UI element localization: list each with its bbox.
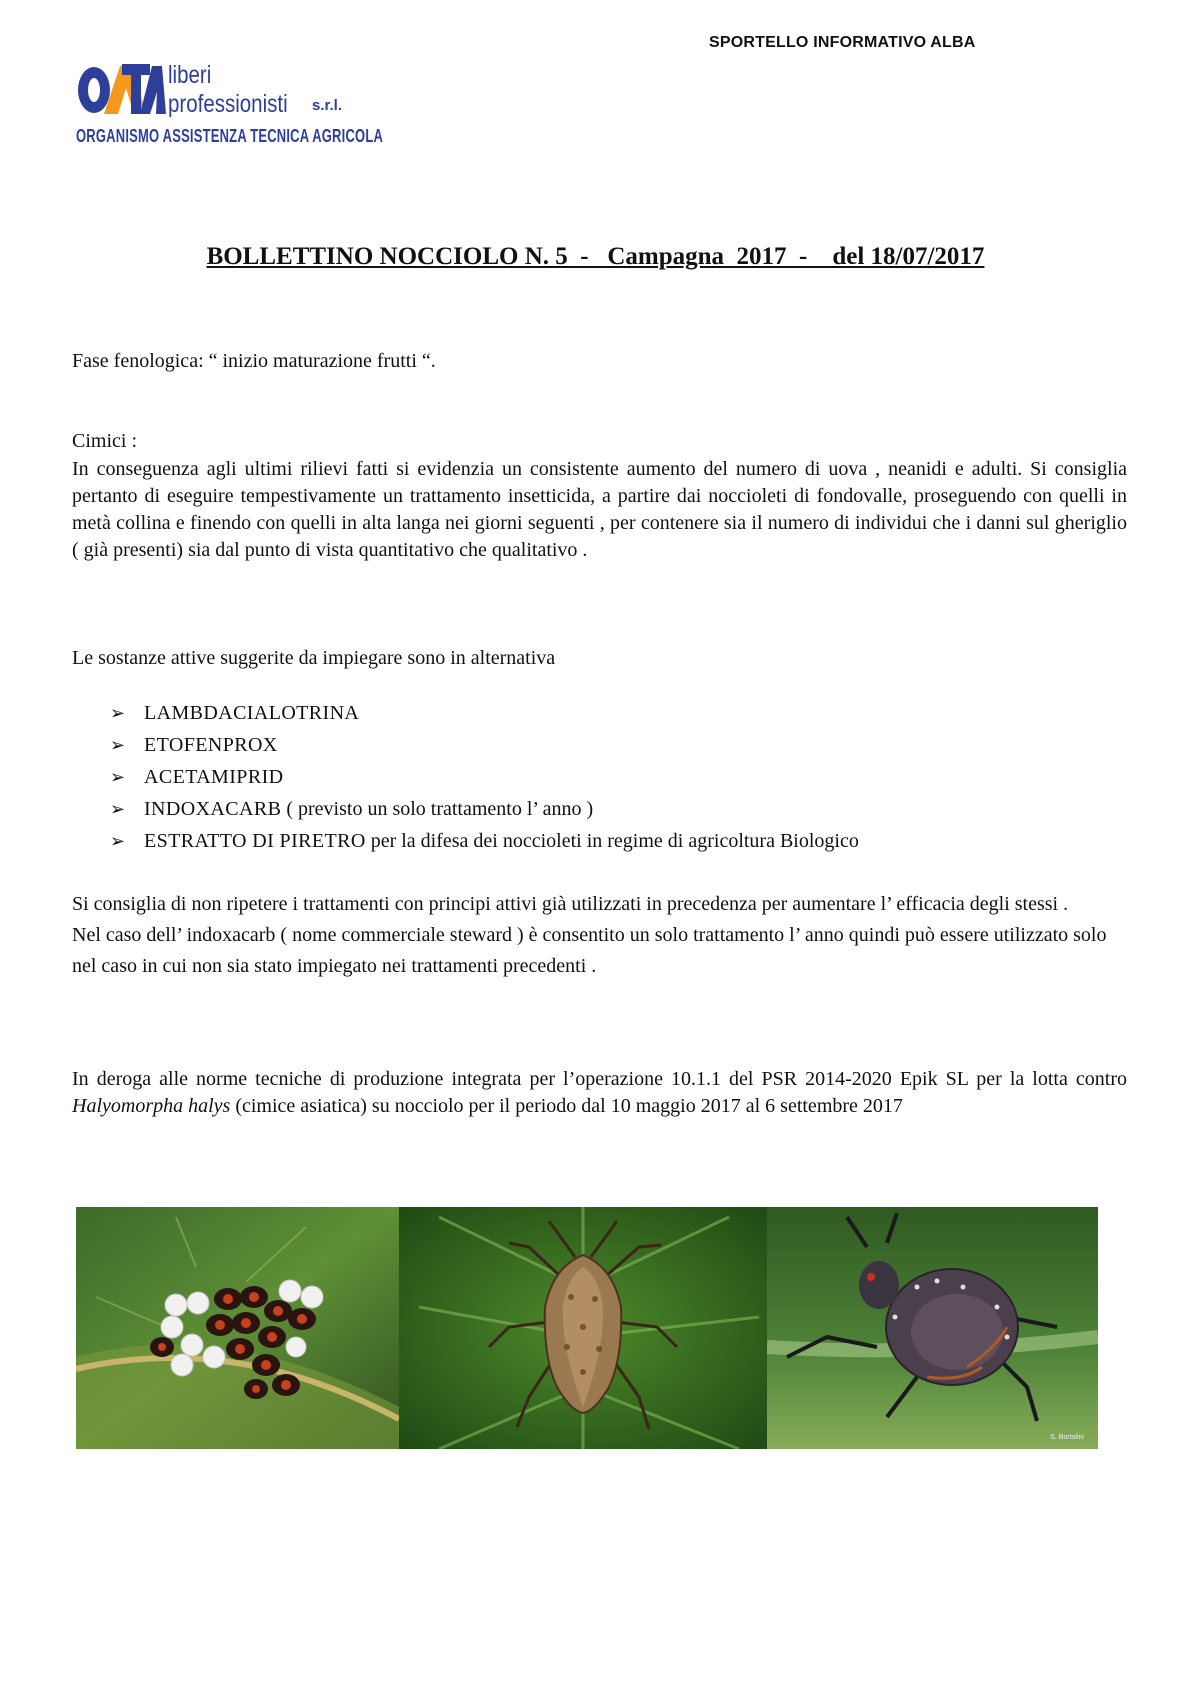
oata-logo-mark [76, 62, 166, 118]
list-item [110, 825, 859, 857]
substance-name: ETOFENPROX [144, 734, 278, 756]
species-name: Halyomorpha halys [72, 1095, 231, 1117]
substances-intro: Le sostanze attive suggerite da impiegare sono in alternativa [72, 647, 556, 669]
cimici-paragraph: In conseguenza agli ultimi rilievi fatti si evidenzia un consistente aumento del numero di uova , neanidi e adulti. Si consiglia pertanto di eseguire tempestivamente un trattamento insetticida, a partire dai noccioleti di fondovalle, proseguendo con quelli in metà collina e finendo con quelli in alta langa nei giorni seguenti , per contenere sia il numero di individui che i danni sul gheriglio ( già presenti) sia dal punto di vista quantitativo che qualitativo . [72, 458, 1127, 561]
eggs-nymphs-image [76, 1207, 399, 1449]
photo-credit: S. Bortolini [1050, 1434, 1084, 1441]
substance-note: ( previsto un solo trattamento l’ anno ) [281, 798, 594, 820]
phenological-phase: Fase fenologica: “ inizio maturazione frutti “. [72, 350, 436, 372]
arrow-bullet-icon: ➢ [110, 799, 126, 819]
arrow-bullet-icon: ➢ [110, 831, 126, 851]
cimici-heading: Cimici : [72, 430, 137, 452]
photo-strip [76, 1207, 1098, 1449]
advice-paragraph-2: Nel caso dell’ indoxacarb ( nome commerciale steward ) è consentito un solo trattamento l’ anno quindi può essere utilizzato solo nel caso in cui non sia stato impiegato nei trattamenti precedenti . [72, 924, 1107, 977]
logo-brand-line1: liberi [168, 61, 212, 89]
substance-name: ESTRATTO DI PIRETRO [144, 830, 366, 852]
adult-bug-image [399, 1207, 767, 1449]
list-item [110, 761, 859, 793]
photo-nymph [767, 1207, 1098, 1449]
photo-eggs-nymphs [76, 1207, 399, 1449]
advice-paragraph-1: Si consiglia di non ripetere i trattamenti con principi attivi già utilizzati in precedenza per aumentare l’ efficacia degli stessi . [72, 893, 1069, 915]
arrow-bullet-icon: ➢ [110, 767, 126, 787]
logo-brand-suffix: s.r.l. [312, 97, 343, 114]
photo-adult-bug [399, 1207, 767, 1449]
advice-block [72, 889, 1127, 982]
substance-note: per la difesa dei noccioleti in regime di agricoltura Biologico [365, 830, 859, 852]
deroga-text-after: (cimice asiatica) su nocciolo per il periodo dal 10 maggio 2017 al 6 settembre 2017 [230, 1095, 903, 1117]
arrow-bullet-icon: ➢ [110, 703, 126, 723]
substance-name: INDOXACARB [144, 798, 282, 820]
logo-brand-line2: professionisti [168, 90, 288, 118]
substance-name: ACETAMIPRID [144, 766, 284, 788]
logo-brand-name [168, 61, 288, 119]
deroga-text-before: In deroga alle norme tecniche di produzione integrata per l’operazione 10.1.1 del PSR 2014-2020 Epik SL per la lotta contro [72, 1068, 1127, 1090]
office-header: SPORTELLO INFORMATIVO ALBA [709, 34, 976, 51]
list-item [110, 793, 859, 825]
arrow-bullet-icon: ➢ [110, 735, 126, 755]
logo-tagline: ORGANISMO ASSISTENZA TECNICA AGRICOLA [76, 126, 384, 146]
substances-list [110, 697, 859, 857]
nymph-image [767, 1207, 1098, 1449]
deroga-paragraph [72, 1066, 1127, 1120]
list-item [110, 729, 859, 761]
oata-logo [76, 58, 384, 153]
substance-name: LAMBDACIALOTRINA [144, 702, 360, 724]
list-item [110, 697, 859, 729]
bulletin-title: BOLLETTINO NOCCIOLO N. 5 - Campagna 2017 - del 18/07/2017 [206, 243, 985, 270]
